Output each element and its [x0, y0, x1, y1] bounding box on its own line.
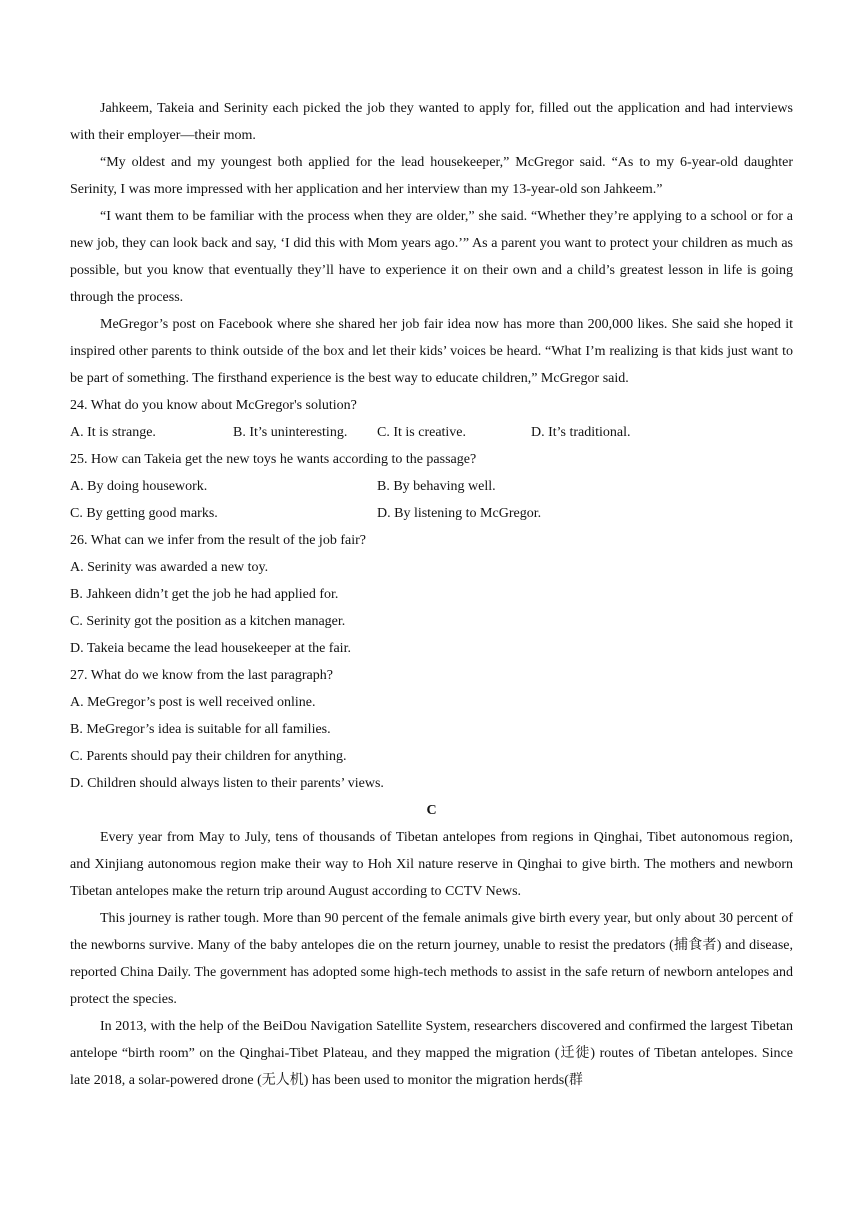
- option-b: B. It’s uninteresting.: [233, 425, 348, 440]
- paragraph-b4: MeGregor’s post on Facebook where she shared her job fair idea now has more than 200,000 likes. She said she hoped it inspired other parents to think outside of the box and let their kids’ voices be heard. “What I’m realizing is that kids just want to be part of something. The firsthand experience is the best way to educate children,” McGregor said.: [70, 317, 793, 386]
- option-c: C. Serinity got the position as a kitchen manager.: [70, 614, 346, 629]
- options-row: [70, 419, 793, 446]
- option-c: C. It is creative.: [377, 425, 467, 440]
- option-c: C. By getting good marks.: [70, 506, 218, 521]
- section-heading-c: C: [426, 803, 437, 818]
- option-d: D. It’s traditional.: [531, 425, 631, 440]
- question-stem: 25. How can Takeia get the new toys he wants according to the passage?: [70, 452, 477, 467]
- question-24: [70, 392, 793, 446]
- question-27: [70, 662, 793, 797]
- option-d: D. Children should always listen to their parents’ views.: [70, 776, 384, 791]
- option-d: D. By listening to McGregor.: [377, 506, 542, 521]
- question-stem: 24. What do you know about McGregor's solution?: [70, 398, 357, 413]
- option-a: A. By doing housework.: [70, 479, 208, 494]
- paragraph-b1: Jahkeem, Takeia and Serinity each picked the job they wanted to apply for, filled out the application and had interviews with their employer—their mom.: [70, 101, 793, 143]
- options-row: [70, 500, 793, 527]
- option-a: A. It is strange.: [70, 425, 156, 440]
- question-stem: 27. What do we know from the last paragraph?: [70, 668, 333, 683]
- document-page: [70, 95, 793, 1094]
- option-d: D. Takeia became the lead housekeeper at the fair.: [70, 641, 351, 656]
- paragraph-b2: “My oldest and my youngest both applied for the lead housekeeper,” McGregor said. “As to my 6-year-old daughter Serinity, I was more impressed with her application and her interview than my 13-year-old son Jahkeem.”: [70, 155, 793, 197]
- paragraph-c2: This journey is rather tough. More than 90 percent of the female animals give birth every year, but only about 30 percent of the newborns survive. Many of the baby antelopes die on the return journey, unable to resist the predators (捕食者) and disease, reported China Daily. The government has adopted some high-tech methods to assist in the safe return of newborn antelopes and protect the species.: [70, 911, 793, 1007]
- paragraph-c3: In 2013, with the help of the BeiDou Navigation Satellite System, researchers discovered and confirmed the largest Tibetan antelope “birth room” on the Qinghai-Tibet Plateau, and they mapped the migration (迁徙) routes of Tibetan antelopes. Since late 2018, a solar-powered drone (无人机) has been used to monitor the migration herds(群: [70, 1019, 793, 1088]
- option-b: B. By behaving well.: [377, 479, 496, 494]
- option-b: B. MeGregor’s idea is suitable for all families.: [70, 722, 331, 737]
- paragraph-b3: “I want them to be familiar with the process when they are older,” she said. “Whether they’re applying to a school or for a new job, they can look back and say, ‘I did this with Mom years ago.’” As a parent you want to protect your children as much as possible, but you know that eventually they’ll have to experience it on their own and a child’s greatest lesson in life is going through the process.: [70, 209, 793, 305]
- option-b: B. Jahkeen didn’t get the job he had applied for.: [70, 587, 339, 602]
- paragraph-c1: Every year from May to July, tens of thousands of Tibetan antelopes from regions in Qinghai, Tibet autonomous region, and Xinjiang autonomous region make their way to Hoh Xil nature reserve in Qinghai to give birth. The mothers and newborn Tibetan antelopes make the return trip around August according to CCTV News.: [70, 830, 793, 899]
- options-row: [70, 473, 793, 500]
- option-a: A. MeGregor’s post is well received online.: [70, 695, 316, 710]
- option-a: A. Serinity was awarded a new toy.: [70, 560, 269, 575]
- question-stem: 26. What can we infer from the result of the job fair?: [70, 533, 366, 548]
- question-25: [70, 446, 793, 527]
- question-26: [70, 527, 793, 662]
- option-c: C. Parents should pay their children for anything.: [70, 749, 347, 764]
